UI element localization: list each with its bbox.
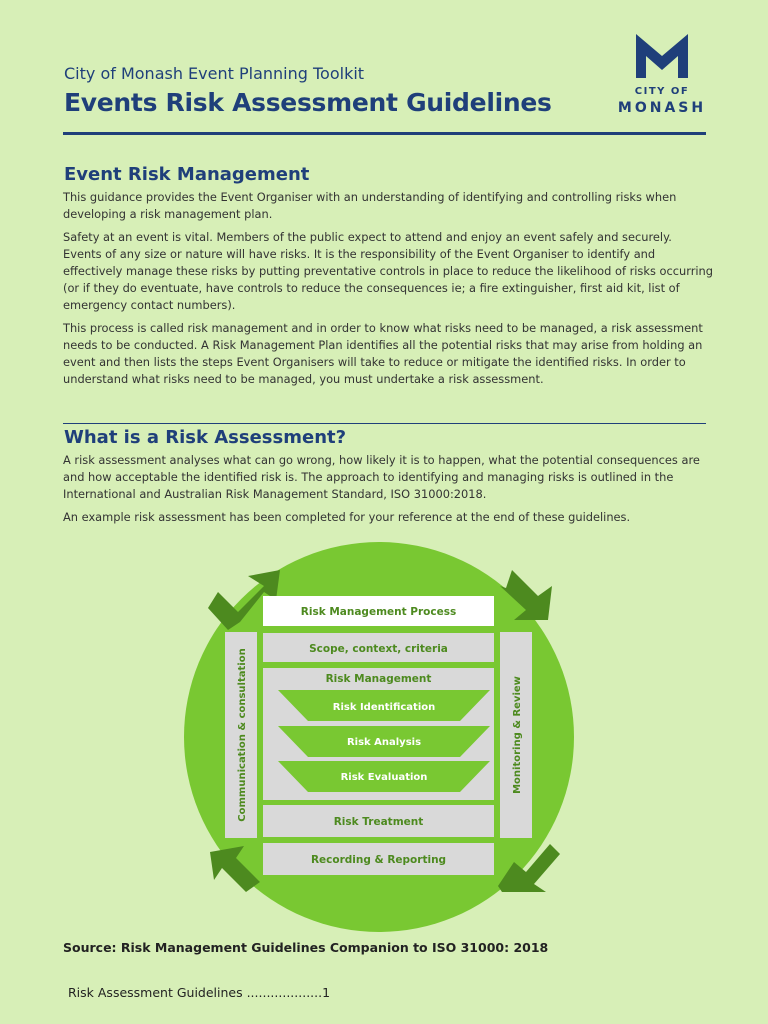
- logo-line-1: CITY OF: [634, 86, 690, 97]
- communication-bar-label: Communication & consultation: [237, 648, 248, 822]
- recording-label: Recording & Reporting: [310, 854, 447, 866]
- section-heading-risk-assessment: What is a Risk Assessment?: [64, 427, 347, 448]
- monash-m-icon: [612, 34, 712, 84]
- step-analysis-label: Risk Analysis: [346, 737, 422, 748]
- paragraph: An example risk assessment has been completed for your reference at the end of these guidelines.: [63, 510, 631, 524]
- section-body-risk-assessment: [63, 452, 713, 532]
- section-body-risk-management: [63, 189, 713, 394]
- diagram-source: Source: Risk Management Guidelines Companion to ISO 31000: 2018: [63, 940, 549, 955]
- process-title-label: Risk Management Process: [300, 606, 457, 618]
- paragraph: A risk assessment analyses what can go wrong, how likely it is to happen, what the potential consequences are and how acceptable the identified risk is. The approach to identifying and managing risks is outlined in the International and Australian Risk Management Standard, ISO 31000:2018.: [63, 453, 700, 501]
- section-divider: [63, 423, 706, 424]
- header-divider: [63, 132, 706, 135]
- risk-management-label: Risk Management: [325, 673, 432, 685]
- document-title: Events Risk Assessment Guidelines: [64, 88, 552, 117]
- page-footer: Risk Assessment Guidelines ...................1: [68, 985, 331, 1000]
- scope-label: Scope, context, criteria: [309, 643, 448, 655]
- paragraph: Safety at an event is vital. Members of the public expect to attend and enjoy an event safely and securely. Events of any size or nature will have risks. It is the responsibility of the Event Organiser to identify and effectively manage these risks by putting preventative controls in place to reduce the likelihood of risks occurring (or if they do eventuate, have controls to reduce the consequences ie; a fire extinguisher, first aid kit, list of emergency contact numbers).: [63, 230, 714, 312]
- logo-line-2: MONASH: [617, 100, 707, 116]
- step-evaluation-label: Risk Evaluation: [340, 772, 428, 783]
- paragraph: This guidance provides the Event Organiser with an understanding of identifying and controlling risks when developing a risk management plan.: [63, 190, 677, 221]
- monitoring-bar-label: Monitoring & Review: [512, 676, 523, 794]
- risk-management-process-diagram: [180, 540, 590, 935]
- section-heading-risk-management: Event Risk Management: [64, 164, 310, 185]
- document-subtitle: City of Monash Event Planning Toolkit: [64, 64, 365, 83]
- treatment-label: Risk Treatment: [333, 816, 424, 828]
- paragraph: This process is called risk management and in order to know what risks need to be managed, a risk assessment needs to be conducted. A Risk Management Plan identifies all the potential risks that may arise from holding an event and then lists the steps Event Organisers will take to reduce or mitigate the identified risks. In order to understand what risks need to be managed, you must undertake a risk assessment.: [63, 321, 703, 386]
- step-identification-label: Risk Identification: [332, 702, 436, 713]
- city-of-monash-logo: [612, 34, 712, 120]
